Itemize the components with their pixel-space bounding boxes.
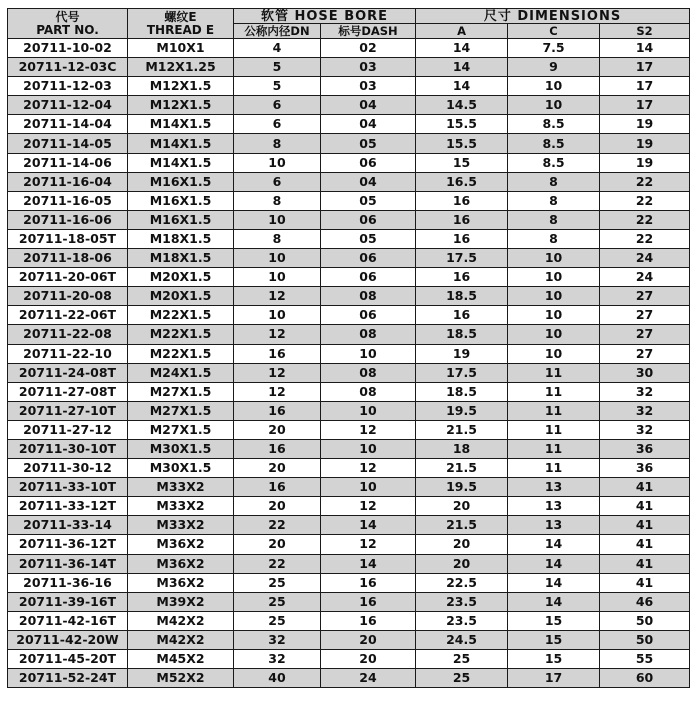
cell-thread: M33X2: [128, 516, 234, 535]
cell-a: 19.5: [416, 401, 508, 420]
cell-c: 14: [508, 592, 600, 611]
cell-a: 16.5: [416, 172, 508, 191]
table-row: [8, 287, 690, 306]
cell-c: 15: [508, 630, 600, 649]
cell-a: 20: [416, 554, 508, 573]
cell-part: 20711-27-10T: [8, 401, 128, 420]
cell-s2: 27: [600, 306, 690, 325]
cell-c: 8: [508, 172, 600, 191]
table-row: [8, 497, 690, 516]
table-row: [8, 650, 690, 669]
cell-dash: 08: [321, 363, 416, 382]
table-header: [8, 9, 690, 39]
spec-sheet: [7, 8, 689, 688]
cell-s2: 24: [600, 249, 690, 268]
cell-part: 20711-27-12: [8, 420, 128, 439]
cell-a: 14.5: [416, 96, 508, 115]
cell-a: 14: [416, 39, 508, 58]
cell-dn: 6: [234, 96, 321, 115]
cell-dash: 12: [321, 420, 416, 439]
table-row: [8, 478, 690, 497]
cell-dash: 03: [321, 58, 416, 77]
cell-dash: 10: [321, 478, 416, 497]
cell-dn: 12: [234, 382, 321, 401]
cell-s2: 22: [600, 210, 690, 229]
cell-dash: 04: [321, 172, 416, 191]
header-s2: S2: [600, 24, 690, 39]
cell-a: 14: [416, 58, 508, 77]
cell-s2: 41: [600, 535, 690, 554]
table-row: [8, 268, 690, 287]
cell-dn: 16: [234, 344, 321, 363]
cell-dn: 20: [234, 459, 321, 478]
cell-part: 20711-45-20T: [8, 650, 128, 669]
cell-part: 20711-22-08: [8, 325, 128, 344]
cell-dn: 16: [234, 439, 321, 458]
cell-thread: M22X1.5: [128, 344, 234, 363]
cell-s2: 22: [600, 229, 690, 248]
cell-dn: 8: [234, 229, 321, 248]
cell-a: 16: [416, 268, 508, 287]
table-row: [8, 554, 690, 573]
table-row: [8, 592, 690, 611]
cell-thread: M36X2: [128, 554, 234, 573]
cell-part: 20711-36-14T: [8, 554, 128, 573]
cell-s2: 19: [600, 153, 690, 172]
cell-dn: 32: [234, 650, 321, 669]
cell-c: 8: [508, 191, 600, 210]
cell-part: 20711-42-20W: [8, 630, 128, 649]
cell-c: 11: [508, 363, 600, 382]
cell-s2: 60: [600, 669, 690, 688]
cell-a: 14: [416, 77, 508, 96]
cell-part: 20711-20-08: [8, 287, 128, 306]
cell-part: 20711-18-06: [8, 249, 128, 268]
table-row: [8, 306, 690, 325]
cell-dash: 10: [321, 344, 416, 363]
cell-dn: 10: [234, 306, 321, 325]
cell-dash: 06: [321, 249, 416, 268]
cell-thread: M36X2: [128, 573, 234, 592]
cell-c: 14: [508, 554, 600, 573]
table-row: [8, 573, 690, 592]
table-row: [8, 229, 690, 248]
cell-thread: M45X2: [128, 650, 234, 669]
cell-thread: M14X1.5: [128, 153, 234, 172]
cell-dash: 10: [321, 439, 416, 458]
cell-s2: 50: [600, 611, 690, 630]
cell-c: 14: [508, 535, 600, 554]
cell-a: 18.5: [416, 287, 508, 306]
cell-part: 20711-12-04: [8, 96, 128, 115]
cell-s2: 27: [600, 344, 690, 363]
cell-dn: 10: [234, 210, 321, 229]
cell-thread: M16X1.5: [128, 172, 234, 191]
cell-c: 14: [508, 573, 600, 592]
cell-c: 11: [508, 382, 600, 401]
cell-s2: 36: [600, 459, 690, 478]
cell-dn: 40: [234, 669, 321, 688]
cell-a: 19.5: [416, 478, 508, 497]
cell-s2: 24: [600, 268, 690, 287]
table-row: [8, 459, 690, 478]
cell-dash: 12: [321, 459, 416, 478]
cell-a: 20: [416, 497, 508, 516]
table-row: [8, 96, 690, 115]
cell-dash: 16: [321, 573, 416, 592]
table-row: [8, 516, 690, 535]
cell-a: 25: [416, 669, 508, 688]
cell-thread: M33X2: [128, 497, 234, 516]
table-row: [8, 77, 690, 96]
cell-a: 16: [416, 210, 508, 229]
cell-dn: 8: [234, 191, 321, 210]
table-row: [8, 363, 690, 382]
cell-dash: 05: [321, 229, 416, 248]
cell-s2: 19: [600, 134, 690, 153]
cell-c: 11: [508, 401, 600, 420]
header-thread: [128, 9, 234, 39]
cell-dash: 12: [321, 535, 416, 554]
cell-s2: 17: [600, 77, 690, 96]
header-dash: 标号DASH: [321, 24, 416, 39]
cell-part: 20711-36-16: [8, 573, 128, 592]
cell-thread: M22X1.5: [128, 306, 234, 325]
cell-dash: 08: [321, 287, 416, 306]
cell-a: 15: [416, 153, 508, 172]
cell-dn: 25: [234, 573, 321, 592]
cell-a: 18.5: [416, 382, 508, 401]
cell-part: 20711-39-16T: [8, 592, 128, 611]
cell-part: 20711-30-10T: [8, 439, 128, 458]
cell-dash: 20: [321, 650, 416, 669]
cell-thread: M18X1.5: [128, 229, 234, 248]
cell-thread: M16X1.5: [128, 210, 234, 229]
cell-s2: 41: [600, 554, 690, 573]
cell-s2: 55: [600, 650, 690, 669]
cell-c: 7.5: [508, 39, 600, 58]
cell-a: 17.5: [416, 249, 508, 268]
cell-dash: 06: [321, 268, 416, 287]
cell-c: 13: [508, 516, 600, 535]
cell-part: 20711-22-10: [8, 344, 128, 363]
cell-part: 20711-22-06T: [8, 306, 128, 325]
cell-dash: 14: [321, 554, 416, 573]
cell-dash: 08: [321, 382, 416, 401]
table-row: [8, 611, 690, 630]
cell-dn: 25: [234, 611, 321, 630]
cell-dash: 12: [321, 497, 416, 516]
header-thread-en: THREAD E: [146, 22, 215, 37]
cell-part: 20711-33-14: [8, 516, 128, 535]
table-row: [8, 630, 690, 649]
cell-a: 16: [416, 229, 508, 248]
cell-part: 20711-14-05: [8, 134, 128, 153]
cell-part: 20711-27-08T: [8, 382, 128, 401]
table-row: [8, 249, 690, 268]
header-dn: 公称内径DN: [234, 24, 321, 39]
cell-c: 13: [508, 497, 600, 516]
cell-s2: 46: [600, 592, 690, 611]
table-row: [8, 39, 690, 58]
cell-dn: 20: [234, 535, 321, 554]
cell-s2: 27: [600, 325, 690, 344]
cell-dash: 04: [321, 96, 416, 115]
cell-part: 20711-16-04: [8, 172, 128, 191]
cell-c: 10: [508, 306, 600, 325]
cell-thread: M14X1.5: [128, 115, 234, 134]
cell-c: 11: [508, 420, 600, 439]
cell-dn: 10: [234, 153, 321, 172]
cell-a: 16: [416, 306, 508, 325]
cell-dash: 10: [321, 401, 416, 420]
cell-a: 20: [416, 535, 508, 554]
header-hose-bore: 软管 HOSE BORE: [234, 9, 416, 24]
cell-a: 15.5: [416, 115, 508, 134]
cell-c: 10: [508, 96, 600, 115]
cell-a: 25: [416, 650, 508, 669]
header-c: C: [508, 24, 600, 39]
cell-part: 20711-16-06: [8, 210, 128, 229]
cell-a: 17.5: [416, 363, 508, 382]
cell-c: 10: [508, 325, 600, 344]
cell-dn: 12: [234, 325, 321, 344]
cell-dn: 8: [234, 134, 321, 153]
cell-thread: M16X1.5: [128, 191, 234, 210]
table-row: [8, 669, 690, 688]
cell-s2: 41: [600, 478, 690, 497]
cell-a: 23.5: [416, 592, 508, 611]
cell-c: 10: [508, 249, 600, 268]
cell-c: 10: [508, 268, 600, 287]
cell-s2: 41: [600, 516, 690, 535]
cell-thread: M39X2: [128, 592, 234, 611]
cell-s2: 32: [600, 401, 690, 420]
table-row: [8, 401, 690, 420]
cell-a: 21.5: [416, 459, 508, 478]
cell-dash: 05: [321, 134, 416, 153]
cell-s2: 17: [600, 96, 690, 115]
table-row: [8, 153, 690, 172]
cell-dn: 22: [234, 516, 321, 535]
cell-a: 21.5: [416, 420, 508, 439]
cell-c: 15: [508, 650, 600, 669]
cell-part: 20711-36-12T: [8, 535, 128, 554]
cell-a: 21.5: [416, 516, 508, 535]
cell-a: 18.5: [416, 325, 508, 344]
cell-a: 24.5: [416, 630, 508, 649]
cell-s2: 19: [600, 115, 690, 134]
cell-a: 23.5: [416, 611, 508, 630]
cell-thread: M33X2: [128, 478, 234, 497]
table-row: [8, 210, 690, 229]
cell-thread: M22X1.5: [128, 325, 234, 344]
cell-dash: 02: [321, 39, 416, 58]
header-a: A: [416, 24, 508, 39]
cell-part: 20711-42-16T: [8, 611, 128, 630]
cell-c: 8: [508, 229, 600, 248]
cell-dash: 06: [321, 210, 416, 229]
cell-dash: 20: [321, 630, 416, 649]
cell-thread: M12X1.25: [128, 58, 234, 77]
cell-thread: M20X1.5: [128, 268, 234, 287]
cell-part: 20711-14-06: [8, 153, 128, 172]
cell-dn: 10: [234, 249, 321, 268]
table-row: [8, 172, 690, 191]
header-thread-cn: 螺纹E: [164, 9, 197, 24]
table-row: [8, 535, 690, 554]
cell-dn: 6: [234, 172, 321, 191]
cell-dn: 6: [234, 115, 321, 134]
cell-dn: 16: [234, 401, 321, 420]
cell-dash: 16: [321, 592, 416, 611]
table-row: [8, 325, 690, 344]
cell-c: 13: [508, 478, 600, 497]
cell-thread: M12X1.5: [128, 77, 234, 96]
cell-s2: 41: [600, 497, 690, 516]
table-row: [8, 344, 690, 363]
cell-dash: 08: [321, 325, 416, 344]
cell-thread: M30X1.5: [128, 439, 234, 458]
table-row: [8, 191, 690, 210]
cell-part: 20711-14-04: [8, 115, 128, 134]
cell-thread: M10X1: [128, 39, 234, 58]
cell-s2: 36: [600, 439, 690, 458]
cell-c: 17: [508, 669, 600, 688]
header-part-number: [8, 9, 128, 39]
cell-dn: 5: [234, 58, 321, 77]
cell-part: 20711-18-05T: [8, 229, 128, 248]
cell-dn: 12: [234, 363, 321, 382]
cell-a: 15.5: [416, 134, 508, 153]
cell-c: 10: [508, 287, 600, 306]
cell-c: 11: [508, 459, 600, 478]
table-row: [8, 382, 690, 401]
cell-part: 20711-52-24T: [8, 669, 128, 688]
cell-dash: 05: [321, 191, 416, 210]
cell-dash: 06: [321, 306, 416, 325]
cell-dn: 16: [234, 478, 321, 497]
cell-s2: 22: [600, 191, 690, 210]
cell-s2: 30: [600, 363, 690, 382]
cell-part: 20711-24-08T: [8, 363, 128, 382]
cell-s2: 32: [600, 382, 690, 401]
cell-dn: 22: [234, 554, 321, 573]
cell-dn: 32: [234, 630, 321, 649]
header-part-en: PART NO.: [36, 22, 99, 37]
cell-s2: 41: [600, 573, 690, 592]
cell-thread: M14X1.5: [128, 134, 234, 153]
cell-part: 20711-30-12: [8, 459, 128, 478]
table-body: [8, 39, 690, 688]
table-row: [8, 58, 690, 77]
cell-s2: 17: [600, 58, 690, 77]
cell-thread: M36X2: [128, 535, 234, 554]
cell-thread: M30X1.5: [128, 459, 234, 478]
table-row: [8, 134, 690, 153]
cell-thread: M42X2: [128, 611, 234, 630]
cell-part: 20711-20-06T: [8, 268, 128, 287]
cell-part: 20711-33-10T: [8, 478, 128, 497]
cell-c: 8: [508, 210, 600, 229]
cell-s2: 32: [600, 420, 690, 439]
cell-part: 20711-12-03: [8, 77, 128, 96]
cell-s2: 50: [600, 630, 690, 649]
cell-c: 10: [508, 344, 600, 363]
cell-dn: 25: [234, 592, 321, 611]
cell-dn: 12: [234, 287, 321, 306]
cell-dash: 06: [321, 153, 416, 172]
cell-a: 22.5: [416, 573, 508, 592]
cell-thread: M52X2: [128, 669, 234, 688]
cell-dn: 20: [234, 497, 321, 516]
cell-dash: 16: [321, 611, 416, 630]
cell-c: 8.5: [508, 134, 600, 153]
table-row: [8, 115, 690, 134]
cell-dn: 5: [234, 77, 321, 96]
cell-part: 20711-16-05: [8, 191, 128, 210]
cell-c: 8.5: [508, 115, 600, 134]
cell-thread: M27X1.5: [128, 401, 234, 420]
dimension-table: [7, 8, 690, 688]
cell-a: 18: [416, 439, 508, 458]
cell-c: 15: [508, 611, 600, 630]
cell-thread: M12X1.5: [128, 96, 234, 115]
cell-c: 10: [508, 77, 600, 96]
cell-thread: M20X1.5: [128, 287, 234, 306]
cell-dn: 4: [234, 39, 321, 58]
header-dimensions: 尺寸 DIMENSIONS: [416, 9, 690, 24]
cell-s2: 22: [600, 172, 690, 191]
cell-c: 8.5: [508, 153, 600, 172]
cell-part: 20711-33-12T: [8, 497, 128, 516]
cell-s2: 27: [600, 287, 690, 306]
cell-a: 19: [416, 344, 508, 363]
cell-thread: M42X2: [128, 630, 234, 649]
cell-part: 20711-10-02: [8, 39, 128, 58]
cell-dn: 20: [234, 420, 321, 439]
cell-thread: M24X1.5: [128, 363, 234, 382]
cell-dash: 04: [321, 115, 416, 134]
cell-c: 11: [508, 439, 600, 458]
cell-c: 9: [508, 58, 600, 77]
cell-thread: M27X1.5: [128, 420, 234, 439]
table-row: [8, 439, 690, 458]
cell-dash: 03: [321, 77, 416, 96]
cell-thread: M18X1.5: [128, 249, 234, 268]
cell-thread: M27X1.5: [128, 382, 234, 401]
cell-a: 16: [416, 191, 508, 210]
table-row: [8, 420, 690, 439]
cell-dash: 14: [321, 516, 416, 535]
cell-part: 20711-12-03C: [8, 58, 128, 77]
cell-s2: 14: [600, 39, 690, 58]
cell-dash: 24: [321, 669, 416, 688]
cell-dn: 10: [234, 268, 321, 287]
header-part-cn: 代号: [55, 9, 80, 24]
